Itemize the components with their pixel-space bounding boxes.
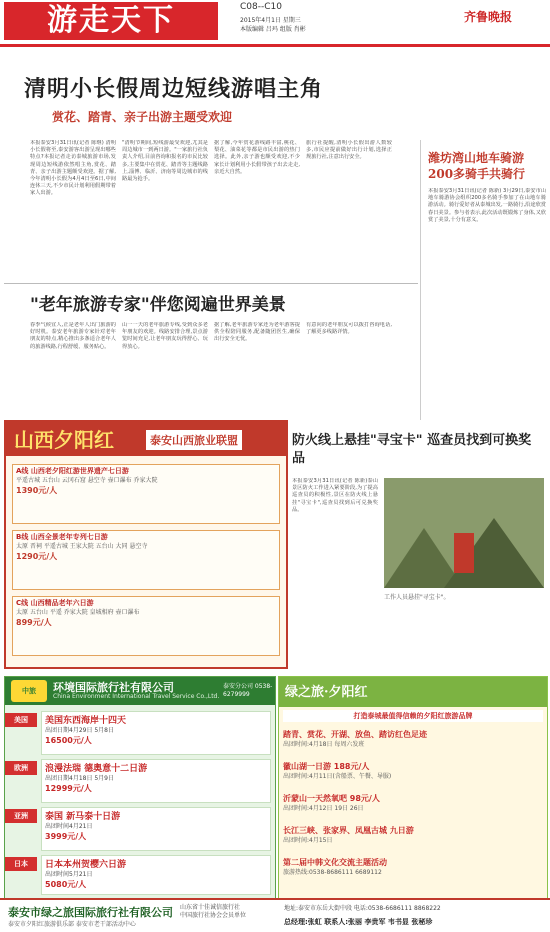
section-masthead: 游走天下 [4, 2, 218, 40]
lead-column-3: 据了解,今年赏花游线路丰富,桃花、梨花、油菜花等都是市民出游的热门选择。此外,亲子游也颇受欢迎,不少家长计划利用小长假带孩子出去走走,亲近大自然。 [214, 140, 300, 175]
side-body: 本报泰安3月31日讯(记者 陈新) 3月29日,泰安市山地车骑游协会组织200多名骑手参加了在山地车骑游活动。骑行爱好者从泰城出发,一路骑行,沿途欣赏春日美景。参与者表示,此次活动既锻炼了身体,又欣赏了美景,十分有意义。 [428, 188, 546, 223]
agency-name: 环境国际旅行社有限公司 [53, 681, 174, 694]
header-rule [0, 44, 550, 47]
route-title: C线 山西精品老年六日游 [16, 599, 94, 607]
tour-offer-detail: 出团时间:4月11日(含船票、午餐、导服) [283, 773, 392, 780]
agency-phone: 泰安分公司 0538-6279999 [223, 683, 273, 698]
page-code: C08--C10 [240, 2, 282, 12]
tour-offer: 徽山湖一日游 188元/人 [283, 762, 370, 771]
forest-photo-icon [384, 478, 544, 588]
route-price: 899元/人 [16, 618, 52, 627]
tour-title: 山西夕阳红 [14, 428, 114, 452]
lead-column-1: 本报泰安3月31日讯(记者 陈继) 清明小长假将至,泰安游客出游呈现出哪些特点?本报记者走访泰城旅游市场,发现周边短线游依然唱主角,赏花、踏青、亲子出游主题颇受欢迎。据了解,今年清明小长假为4月4日至6日,中间连休三天,不少市民计划利用假期带着家人出游。 [30, 140, 116, 197]
offer-price: 3999元/人 [45, 832, 87, 841]
tour-offer-detail: 出团时间:4月15日 [283, 837, 333, 844]
route-card [12, 530, 280, 590]
agency-logo: 中旅 [11, 680, 47, 702]
footer-contacts: 总经理:张虹 联系人:张丽 李贵军 韦书显 张秘珍 [284, 918, 433, 926]
offer-card [41, 855, 271, 895]
senior-headline: "老年旅游专家"伴您阅遍世界美景 [30, 295, 286, 315]
tour-offer: 踏青、赏花、开湖、放鱼、踏访红色足迹 [283, 730, 427, 739]
tour-offer: 第二届中韩文化交流主题活动 [283, 858, 387, 867]
fireline-body: 本报泰安3月31日讯(记者 陈新)泰山景区防火工作进入紧要阶段,为了提高巡查员的积极性,景区在防火线上悬挂"寻宝卡",巡查员找到后可兑换奖品。 [292, 478, 378, 513]
route-card [12, 596, 280, 656]
tour-offer-detail: 出团时间:4月18日 每周六发班 [283, 741, 365, 748]
section-divider [4, 283, 418, 284]
route-stops: 太原 五台山 平遥 乔家大院 皇城相府 壶口瀑布 [16, 609, 140, 616]
region-tag: 日本 [5, 857, 37, 871]
route-card [12, 464, 280, 524]
offer-card [41, 807, 271, 851]
senior-column-3: 据了解,老年旅游专家还为老年游客提供全程陪同服务,配备随团医生,确保出行安全无忧。 [214, 322, 300, 343]
tour-banner [6, 422, 286, 456]
fireline-headline: 防火线上悬挂"寻宝卡" 巡查员找到可换奖品 [292, 433, 532, 466]
offer-card [41, 759, 271, 803]
route-stops: 平遥古城 五台山 云冈石窟 悬空寺 壶口瀑布 乔家大院 [16, 477, 158, 484]
newspaper-logo: 齐鲁晚报 [464, 10, 513, 24]
green-tour-title: 绿之旅·夕阳红 [285, 685, 368, 700]
ad-footer [0, 898, 550, 932]
footer-credentials: 山东省十佳诚信旅行社 中国旅行社协会会员单位 [180, 904, 247, 919]
lead-column-2: "清明节期间,短线游最受欢迎,尤其是周边城市一到两日游。"一家旅行社负责人介绍,目前咨询和报名的市民比较多,主要集中在赏花、踏青等主题线路上,淄博、临沂、济南等周边城市的线路最为抢手。 [122, 140, 208, 183]
region-tag: 亚洲 [5, 809, 37, 823]
green-tour-banner: 打造泰城最值得信赖的夕阳红旅游品牌 [283, 710, 543, 722]
route-price: 1290元/人 [16, 552, 58, 561]
footer-address: 地址:泰安市东岳大街中段 电话:0538-6686111 8868222 [284, 905, 441, 912]
route-stops: 太原 晋祠 平遥古城 王家大院 五台山 大同 悬空寺 [16, 543, 148, 550]
editors-line: 本版编辑 吕玛 组版 肖彬 [240, 26, 306, 33]
footer-company: 泰安市绿之旅国际旅行社有限公司 [8, 906, 173, 919]
fireline-photo [384, 478, 544, 588]
offer-title: 日本本州贺樱六日游 [45, 860, 127, 870]
lead-headline: 清明小长假周边短线游唱主角 [24, 76, 324, 102]
offer-price: 16500元/人 [45, 736, 92, 745]
column-divider [420, 140, 421, 420]
tour-offer-detail: 旅游热线:0538-8686111 6689112 [283, 869, 382, 876]
lead-column-4: 旅行社提醒,清明小长假出游人数较多,市民应提前做好出行计划,选择正规旅行社,注意出行安全。 [306, 140, 392, 161]
travel-agency-ad [4, 676, 276, 900]
green-tour-ad [278, 676, 548, 900]
region-tag: 美国 [5, 713, 37, 727]
lead-subhead: 赏花、踏青、亲子出游主题受欢迎 [52, 110, 233, 124]
offer-date: 出团时间5月21日 [45, 871, 93, 878]
tour-offer: 长江三峡、张家界、凤凰古城 九日游 [283, 826, 414, 835]
dateline: 2015年4月1日 星期三 [240, 17, 301, 24]
senior-column-4: 有意向的老年朋友可以拨打咨询电话,了解更多线路详情。 [306, 322, 392, 336]
offer-price: 5080元/人 [45, 880, 87, 889]
offer-date: 出团时间4月21日 [45, 823, 93, 830]
route-title: A线 山西老夕阳红游世界遗产七日游 [16, 467, 129, 475]
tour-subtitle: 泰安山西旅业联盟 [146, 430, 242, 450]
route-price: 1390元/人 [16, 486, 58, 495]
region-tag: 欧洲 [5, 761, 37, 775]
offer-date: 出团日期4月18日 5月9日 [45, 775, 114, 782]
offer-title: 美国东西海岸十四天 [45, 716, 127, 726]
fireline-caption: 工作人员悬挂"寻宝卡"。 [384, 594, 450, 601]
footer-subtitle: 泰安市夕阳红旅游俱乐部 泰安市老干部活动中心 [8, 921, 136, 928]
senior-column-1: 春季气候宜人,正是老年人出门旅游的好时机。泰安老年旅游专家针对老年朋友的特点,精心推出多条适合老年人的旅游线路,行程舒缓、服务贴心。 [30, 322, 116, 350]
agency-header [5, 677, 275, 705]
route-title: B线 山西全景老年专列七日游 [16, 533, 108, 541]
tour-offer: 沂蒙山一天然氧吧 98元/人 [283, 794, 380, 803]
green-tour-header [279, 677, 547, 707]
offer-date: 出团日期4月29日 5月8日 [45, 727, 114, 734]
offer-title: 浪漫法瑞 德奥意十二日游 [45, 764, 148, 774]
tour-offer-detail: 出团时间:4月12日 19日 26日 [283, 805, 364, 812]
side-headline: 潍坊湾山地车骑游200多骑手共骑行 [428, 151, 526, 181]
offer-card [41, 711, 271, 755]
offer-price: 12999元/人 [45, 784, 92, 793]
senior-column-2: 山一一天的老年旅游专线,受到众多老年朋友的欢迎。线路安排合理,景点游览时间充足,让老年朋友玩得舒心、玩得放心。 [122, 322, 208, 350]
shanxi-tour-ad [4, 420, 288, 669]
agency-english-name: China Environment International Travel Service Co.,Ltd. [53, 693, 220, 700]
offer-title: 泰国 新马泰十日游 [45, 812, 121, 822]
